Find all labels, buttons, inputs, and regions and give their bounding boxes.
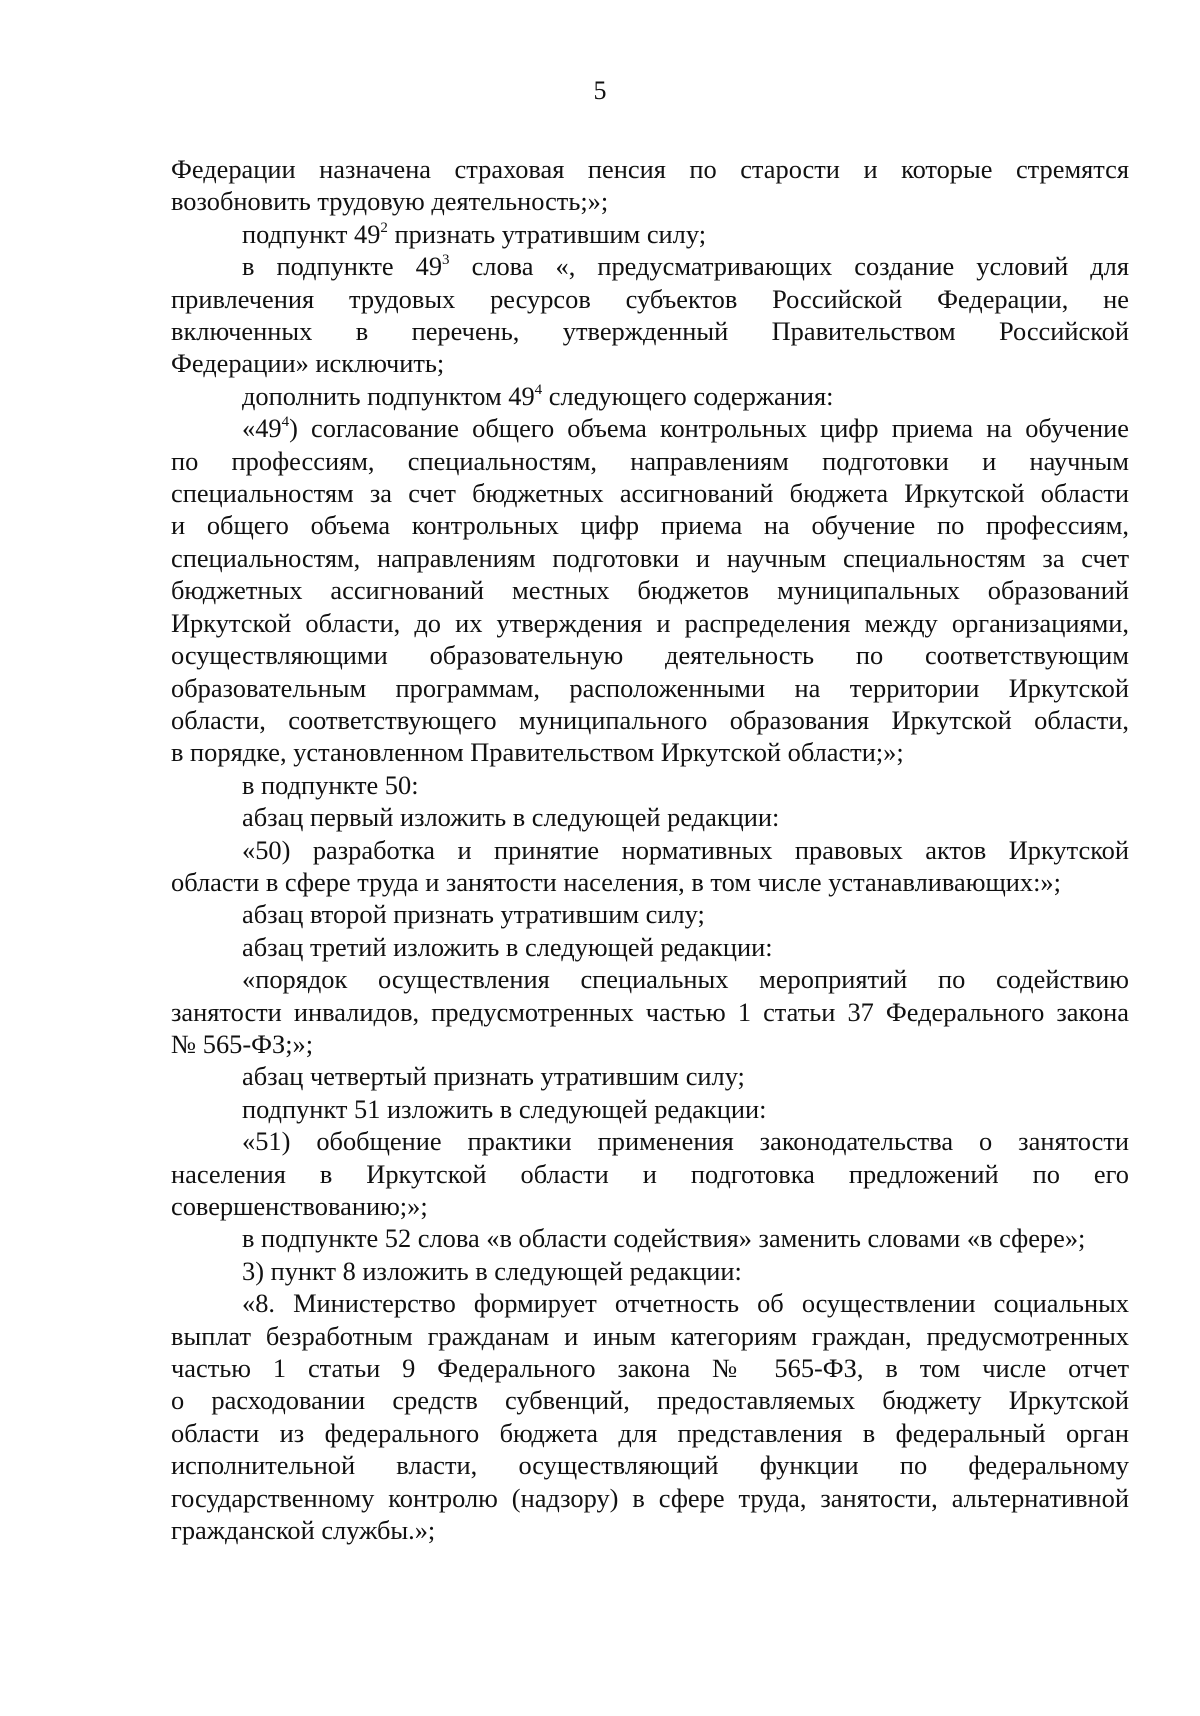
text-line — [171, 218, 1129, 250]
text-line — [171, 1125, 1129, 1157]
text-line — [171, 574, 1129, 606]
text-segment: следующего содержания: — [542, 380, 834, 411]
text-line — [171, 1222, 1129, 1254]
text-segment: № 565-ФЗ;»; — [171, 1028, 314, 1059]
text-segment: ) согласование общего объема контрольных цифр приема на обучение — [289, 413, 1129, 444]
text-line — [171, 542, 1129, 574]
text-segment: государственному контролю (надзору) в сфере труда, занятости, альтернативной — [171, 1482, 1129, 1513]
text-segment: области, соответствующего муниципального образования Иркутской области, — [171, 704, 1129, 735]
text-line — [171, 963, 1129, 995]
text-line — [171, 769, 1129, 801]
superscript: 4 — [534, 381, 543, 398]
text-segment: населения в Иркутской области и подготовка предложений по его — [171, 1158, 1129, 1189]
document-body — [171, 153, 1129, 1546]
text-line — [171, 412, 1129, 444]
text-line — [171, 1190, 1129, 1222]
text-segment: признать утратившим силу; — [387, 218, 707, 249]
text-line — [171, 996, 1129, 1028]
superscript: 4 — [281, 414, 290, 430]
text-segment: абзац третий изложить в следующей редакции: — [242, 931, 773, 962]
text-line — [171, 931, 1129, 963]
text-segment: абзац второй признать утратившим силу; — [242, 899, 705, 930]
text-segment: «50) разработка и принятие нормативных правовых актов Иркутской — [242, 834, 1129, 865]
text-segment: «8. Министерство формирует отчетность об осуществлении социальных — [242, 1288, 1129, 1319]
text-segment: абзац первый изложить в следующей редакции: — [242, 802, 780, 833]
text-line — [171, 1417, 1129, 1449]
text-segment: подпункт 51 изложить в следующей редакции: — [242, 1093, 767, 1124]
text-segment: «49 — [242, 413, 282, 444]
text-segment: 3) пункт 8 изложить в следующей редакции: — [242, 1255, 742, 1286]
text-line — [171, 639, 1129, 671]
text-segment: Иркутской области, до их утверждения и распределения между организациями, — [171, 607, 1129, 638]
text-line — [171, 1482, 1129, 1514]
text-line — [171, 1514, 1129, 1546]
text-line — [171, 801, 1129, 833]
text-line — [171, 672, 1129, 704]
text-line — [171, 153, 1129, 185]
text-segment: включенных в перечень, утвержденный Правительством Российской — [171, 316, 1129, 347]
text-segment: осуществляющими образовательную деятельность по соответствующим — [171, 640, 1129, 671]
text-line — [171, 250, 1129, 282]
text-segment: образовательным программам, расположенными на территории Иркутской — [171, 672, 1129, 703]
text-segment: и общего объема контрольных цифр приема на обучение по профессиям, — [171, 510, 1129, 541]
text-segment: специальностям, направлениям подготовки и научным специальностям за счет — [171, 542, 1129, 573]
text-line — [171, 1255, 1129, 1287]
text-line — [171, 1384, 1129, 1416]
text-segment: области в сфере труда и занятости населения, в том числе устанавливающих:»; — [171, 866, 1061, 897]
text-segment: по профессиям, специальностям, направлениям подготовки и научным — [171, 445, 1129, 476]
text-line — [171, 445, 1129, 477]
text-segment: бюджетных ассигнований местных бюджетов муниципальных образований — [171, 575, 1129, 606]
superscript: 3 — [442, 251, 450, 268]
superscript: 2 — [380, 219, 388, 236]
text-segment: области из федерального бюджета для представления в федеральный орган — [171, 1417, 1129, 1448]
text-segment: выплат безработным гражданам и иным категориям граждан, предусмотренных — [171, 1320, 1129, 1351]
text-segment: о расходовании средств субвенций, предоставляемых бюджету Иркутской — [171, 1385, 1129, 1416]
text-segment: в подпункте 52 слова «в области содействия» заменить словами «в сфере»; — [242, 1223, 1086, 1254]
text-line — [171, 1060, 1129, 1092]
text-line — [171, 866, 1129, 898]
text-line — [171, 607, 1129, 639]
text-line — [171, 1093, 1129, 1125]
text-segment: возобновить трудовую деятельность;»; — [171, 186, 609, 217]
text-segment: Федерации назначена страховая пенсия по старости и которые стремятся — [171, 154, 1129, 184]
text-line — [171, 509, 1129, 541]
text-line — [171, 1352, 1129, 1384]
text-line — [171, 315, 1129, 347]
text-segment: в подпункте 49 — [242, 251, 443, 282]
text-segment: занятости инвалидов, предусмотренных частью 1 статьи 37 Федерального закона — [171, 996, 1129, 1027]
text-segment: «порядок осуществления специальных мероприятий по содействию — [242, 964, 1129, 995]
text-segment: подпункт 49 — [242, 218, 381, 249]
text-segment: дополнить подпунктом 49 — [242, 380, 535, 411]
text-line — [171, 704, 1129, 736]
text-segment: исполнительной власти, осуществляющий функции по федеральному — [171, 1450, 1129, 1481]
text-line — [171, 347, 1129, 379]
text-line — [171, 380, 1129, 412]
text-line — [171, 898, 1129, 930]
text-segment: слова «, предусматривающих создание условий для — [449, 251, 1129, 282]
text-line — [171, 1320, 1129, 1352]
text-line — [171, 1158, 1129, 1190]
page-number: 5 — [593, 76, 607, 105]
text-segment: «51) обобщение практики применения законодательства о занятости — [242, 1126, 1129, 1157]
text-line — [171, 1449, 1129, 1481]
text-segment: абзац четвертый признать утратившим силу; — [242, 1061, 745, 1092]
text-segment: специальностям за счет бюджетных ассигнований бюджета Иркутской области — [171, 478, 1129, 509]
text-segment: частью 1 статьи 9 Федерального закона № 565-ФЗ, в том числе отчет — [171, 1353, 1129, 1384]
text-line — [171, 185, 1129, 217]
text-line — [171, 834, 1129, 866]
text-line — [171, 477, 1129, 509]
text-segment: гражданской службы.»; — [171, 1515, 436, 1546]
text-segment: в порядке, установленном Правительством Иркутской области;»; — [171, 737, 904, 768]
text-line — [171, 283, 1129, 315]
text-line — [171, 1287, 1129, 1319]
text-segment: Федерации» исключить; — [171, 348, 445, 379]
text-line — [171, 736, 1129, 768]
text-segment: в подпункте 50: — [242, 769, 419, 800]
text-line — [171, 1028, 1129, 1060]
text-segment: привлечения трудовых ресурсов субъектов Российской Федерации, не — [171, 283, 1129, 314]
text-segment: совершенствованию;»; — [171, 1191, 428, 1221]
